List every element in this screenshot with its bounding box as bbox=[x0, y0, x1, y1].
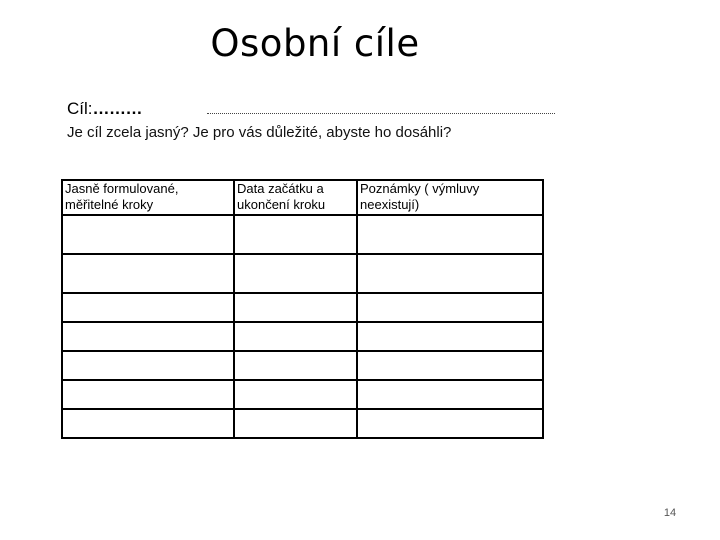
table-cell[interactable] bbox=[357, 322, 543, 351]
header-steps: Jasně formulované, měřitelné kroky bbox=[62, 180, 234, 215]
goal-line bbox=[67, 99, 555, 121]
header-dates: Data začátku a ukončení kroku bbox=[234, 180, 357, 215]
goal-label: Cíl: bbox=[67, 99, 93, 118]
table-row bbox=[62, 351, 543, 380]
table-cell[interactable] bbox=[234, 322, 357, 351]
table-cell[interactable] bbox=[62, 322, 234, 351]
table-cell[interactable] bbox=[62, 409, 234, 438]
table-row bbox=[62, 215, 543, 254]
goal-dots: ……… bbox=[92, 99, 142, 118]
table-cell[interactable] bbox=[357, 380, 543, 409]
table-cell[interactable] bbox=[62, 215, 234, 254]
table-row bbox=[62, 254, 543, 293]
table-cell[interactable] bbox=[234, 215, 357, 254]
page-number: 14 bbox=[663, 507, 677, 519]
table-cell[interactable] bbox=[62, 380, 234, 409]
table-cell[interactable] bbox=[62, 254, 234, 293]
table-row bbox=[62, 293, 543, 322]
table-cell[interactable] bbox=[62, 351, 234, 380]
table-cell[interactable] bbox=[62, 293, 234, 322]
table-cell[interactable] bbox=[357, 293, 543, 322]
table-cell[interactable] bbox=[234, 409, 357, 438]
goal-question: Je cíl zcela jasný? Je pro vás důležité, abyste ho dosáhli? bbox=[67, 124, 452, 141]
goal-plan-table bbox=[61, 179, 544, 439]
table-header-row bbox=[62, 180, 543, 215]
page-title: Osobní cíle bbox=[210, 22, 420, 65]
table-row bbox=[62, 380, 543, 409]
table-row bbox=[62, 409, 543, 438]
header-notes: Poznámky ( výmluvy neexistují) bbox=[357, 180, 543, 215]
table-cell[interactable] bbox=[234, 380, 357, 409]
table-cell[interactable] bbox=[234, 351, 357, 380]
table-cell[interactable] bbox=[357, 351, 543, 380]
table-cell[interactable] bbox=[357, 215, 543, 254]
table-cell[interactable] bbox=[234, 293, 357, 322]
table-row bbox=[62, 322, 543, 351]
goal-dotted-line bbox=[207, 113, 555, 114]
table-cell[interactable] bbox=[357, 409, 543, 438]
table-cell[interactable] bbox=[234, 254, 357, 293]
table-cell[interactable] bbox=[357, 254, 543, 293]
